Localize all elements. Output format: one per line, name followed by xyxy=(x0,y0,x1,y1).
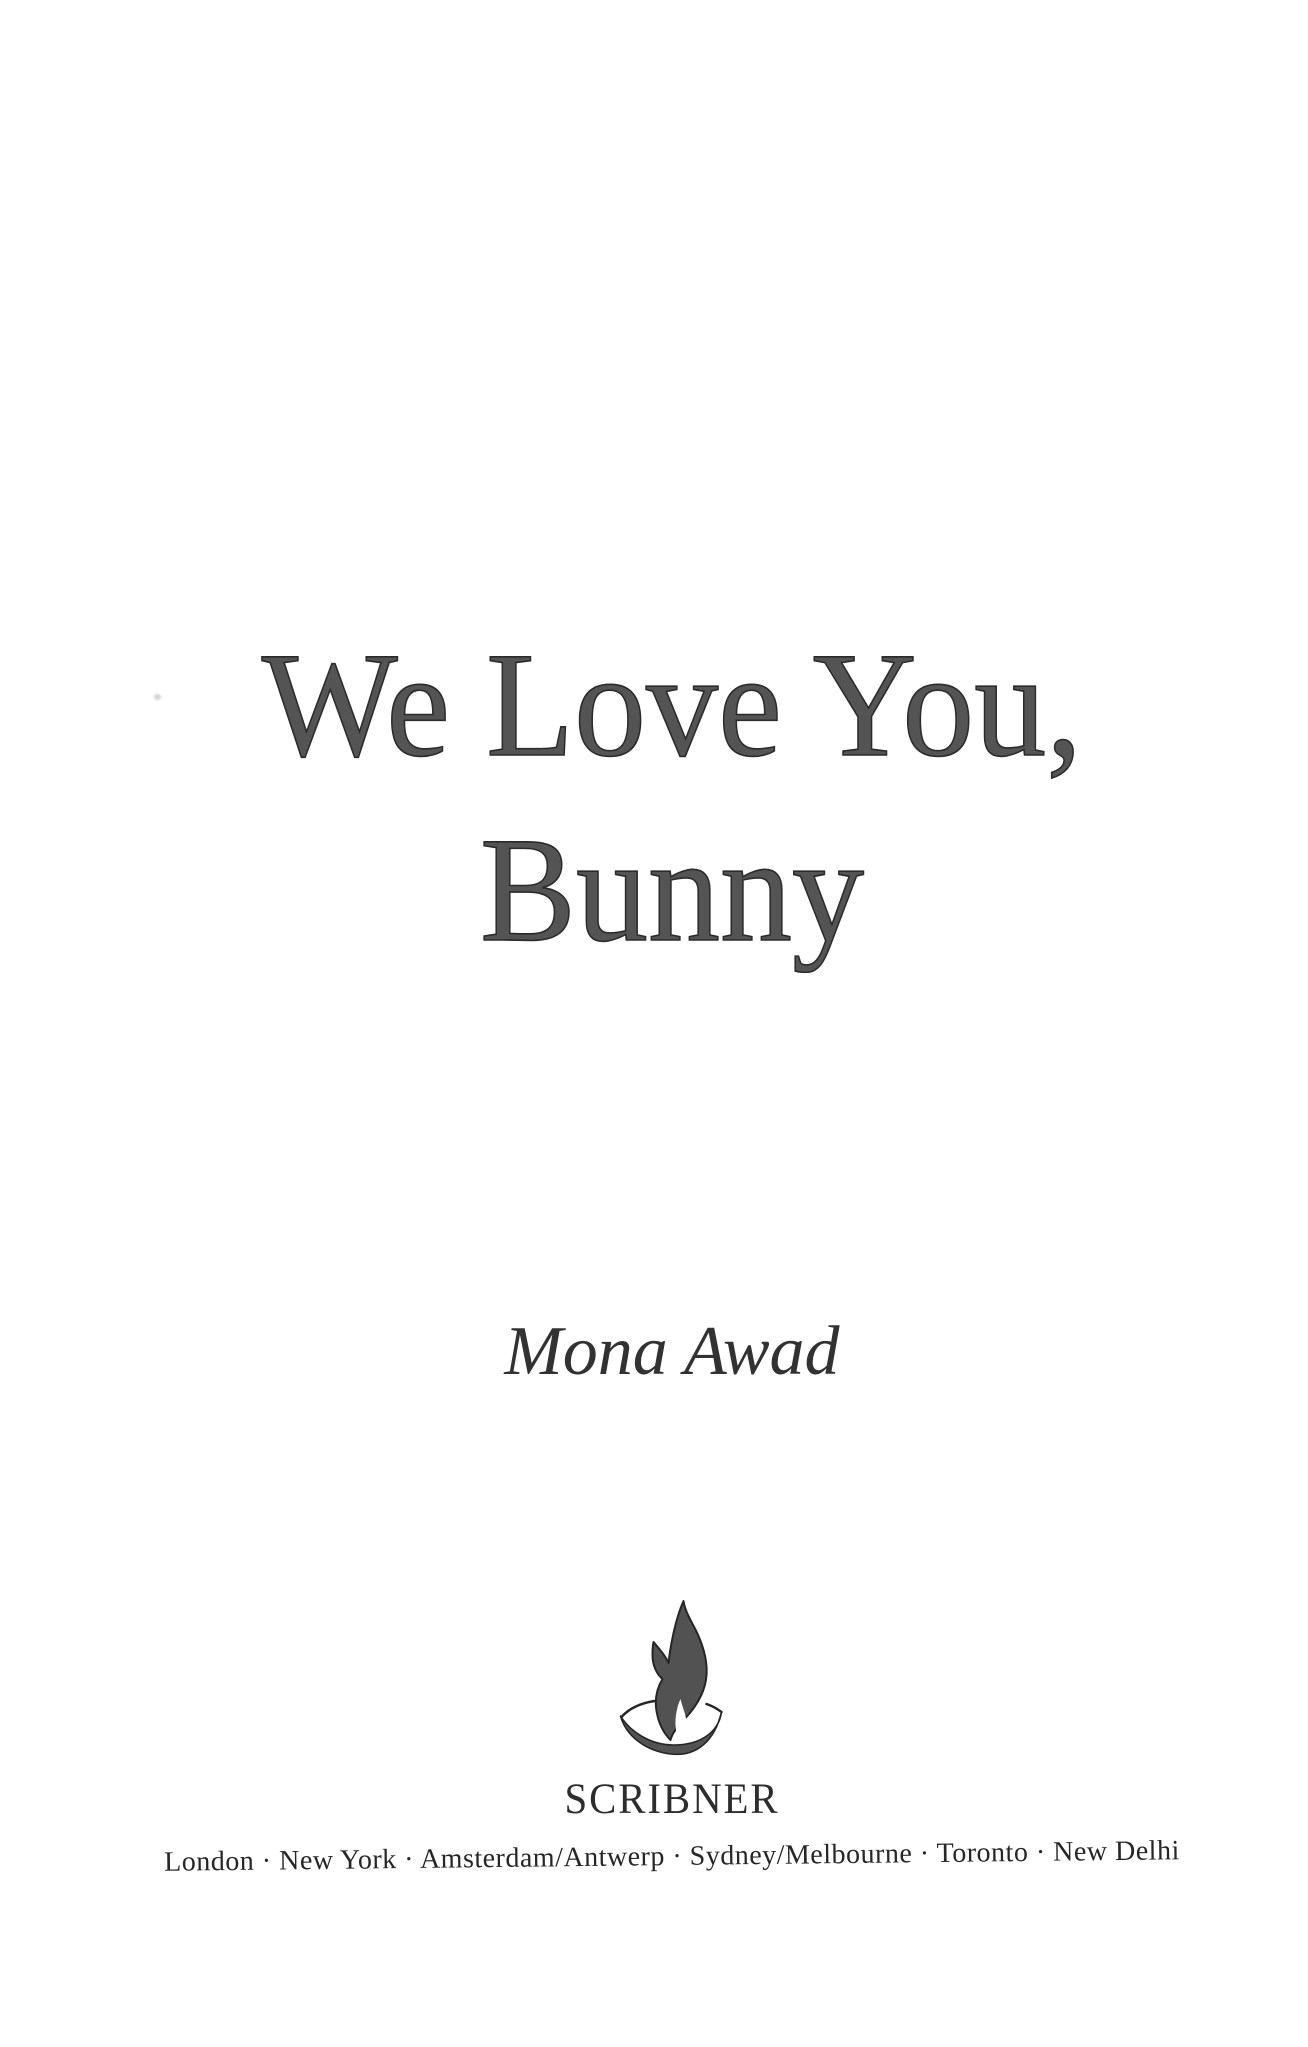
book-title-line-1: We Love You, xyxy=(261,622,1083,788)
publisher-logo xyxy=(18,1598,1308,1760)
author-name: Mona Awad xyxy=(504,1313,840,1390)
publisher-name: SCRIBNER xyxy=(564,1776,780,1823)
book-title xyxy=(44,613,1300,983)
scan-speck xyxy=(154,694,161,700)
flame-bowl-rim-left xyxy=(622,1701,655,1717)
flame-bowl-rim-right xyxy=(707,1704,722,1712)
publisher-cities: London · New York · Amsterdam/Antwerp · Sydney/Melbourne · Toronto · New Delhi xyxy=(164,1835,1180,1878)
scribner-flame-icon xyxy=(619,1598,725,1760)
book-title-line-2: Bunny xyxy=(479,807,865,973)
